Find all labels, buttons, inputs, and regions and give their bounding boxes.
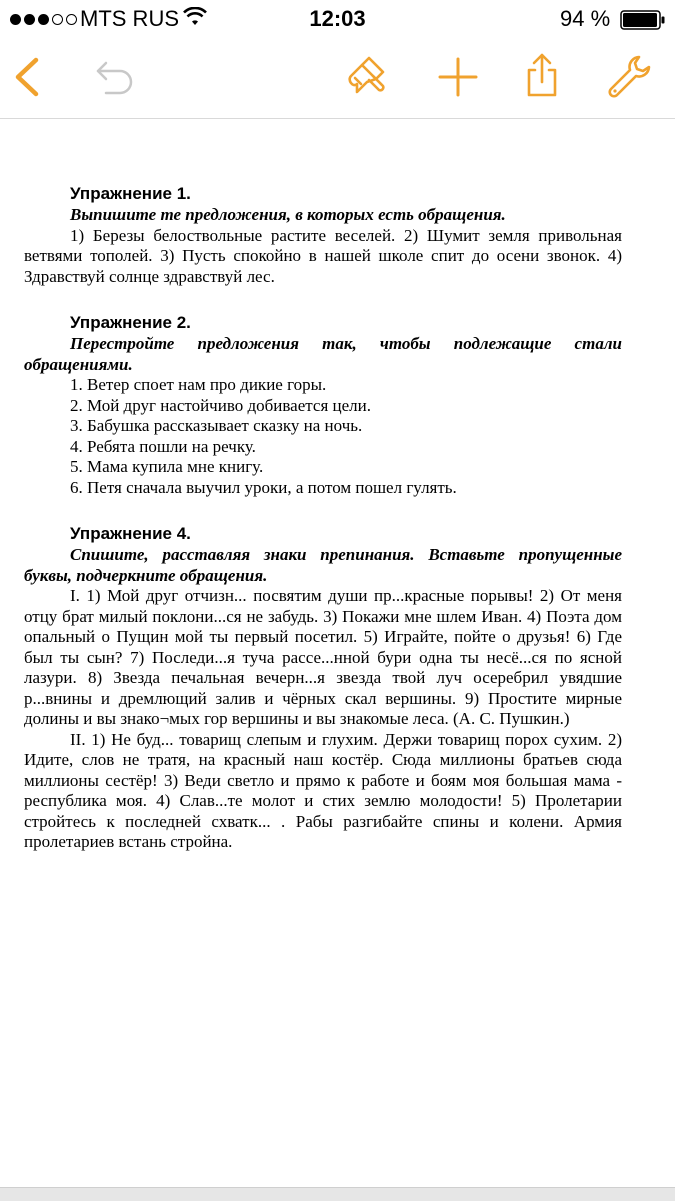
exercise-1 <box>24 183 622 287</box>
exercise-4-instruction: Спишите, расставляя знаки препинания. Вставьте пропущенные буквы, подчеркните обращения. <box>24 545 622 585</box>
exercise-1-title: Упражнение 1. <box>70 184 191 203</box>
exercise-4-part-1: I. 1) Мой друг отчизн... посвятим души пр...красные порывы! 2) От меня отцу брат милый поклони...ся не забудь. 3) Покажи мне шлем Иван. 4) Поэта дом опальный о Пущин мой ты первый посетил. 5) Играйте, пойте о друзья! 6) Где был ты сын? 7) Последи...я туча рассе...нной бури одна ты несё...ся по ясной лазури. 8) Звезда печальная вечерн...я звезда твой луч осеребрил увядшие р...внины и дремлющий залив и чёрных скал вершины. 9) Простите мирные долины и вы знако¬мых гор вершины и вы знакомые леса. (А. С. Пушкин.) <box>24 586 622 728</box>
bottom-bar <box>0 1187 675 1201</box>
exercise-4 <box>24 523 622 853</box>
list-item: 6. Петя сначала выучил уроки, а потом пошел гулять. <box>70 477 457 497</box>
format-brush-icon[interactable] <box>343 54 391 100</box>
share-icon[interactable] <box>523 52 561 98</box>
list-item: 3. Бабушка рассказывает сказку на ночь. <box>70 416 363 435</box>
list-item: 1. Ветер споет нам про дикие горы. <box>70 375 327 394</box>
document-page <box>24 183 622 878</box>
back-icon[interactable] <box>12 57 42 97</box>
battery-percentage: 94 % <box>560 6 611 31</box>
undo-icon[interactable] <box>94 57 136 97</box>
list-item: 5. Мама купила мне книгу. <box>70 457 264 476</box>
exercise-2 <box>24 312 622 498</box>
exercise-1-instruction: Выпишите те предложения, в которых есть обращения. <box>70 205 506 224</box>
status-bar <box>0 0 675 40</box>
battery-icon <box>620 10 666 30</box>
exercise-2-title: Упражнение 2. <box>70 313 191 332</box>
list-item: 4. Ребята пошли на речку. <box>70 436 256 456</box>
exercise-4-part-2: II. 1) Не буд... товарищ слепым и глухим. Держи товарищ порох сухим. 2) Идите, слов не тратя, на красный наш костёр. Сюда миллионы братьев сюда миллионы сестёр! 3) Веди светло и прямо к работе и боям моя большая мама - республика моя. 4) Слав...те молот и стих землю молодости! 5) Пролетарии стройтесь к последней схватк... . Рабы разгибайте спины и колени. Армия пролетариев встань стройна. <box>24 729 622 851</box>
toolbar <box>0 40 675 119</box>
clock: 12:03 <box>309 6 366 31</box>
exercise-4-title: Упражнение 4. <box>70 524 191 543</box>
list-item: 2. Мой друг настойчиво добивается цели. <box>70 395 372 415</box>
exercise-1-text: 1) Березы белоствольные растите веселей. 2) Шумит земля привольная ветвями тополей. 3) Пусть спокойно в нашей школе спит до осени звонок. 4) Здравствуй солнце здравствуй лес. <box>24 225 622 286</box>
tools-wrench-icon[interactable] <box>606 54 652 100</box>
carrier-name: MTS RUS <box>80 6 179 31</box>
exercise-2-instruction: Перестройте предложения так, чтобы подлежащие стали обращениями. <box>24 334 622 374</box>
add-icon[interactable] <box>437 56 479 98</box>
